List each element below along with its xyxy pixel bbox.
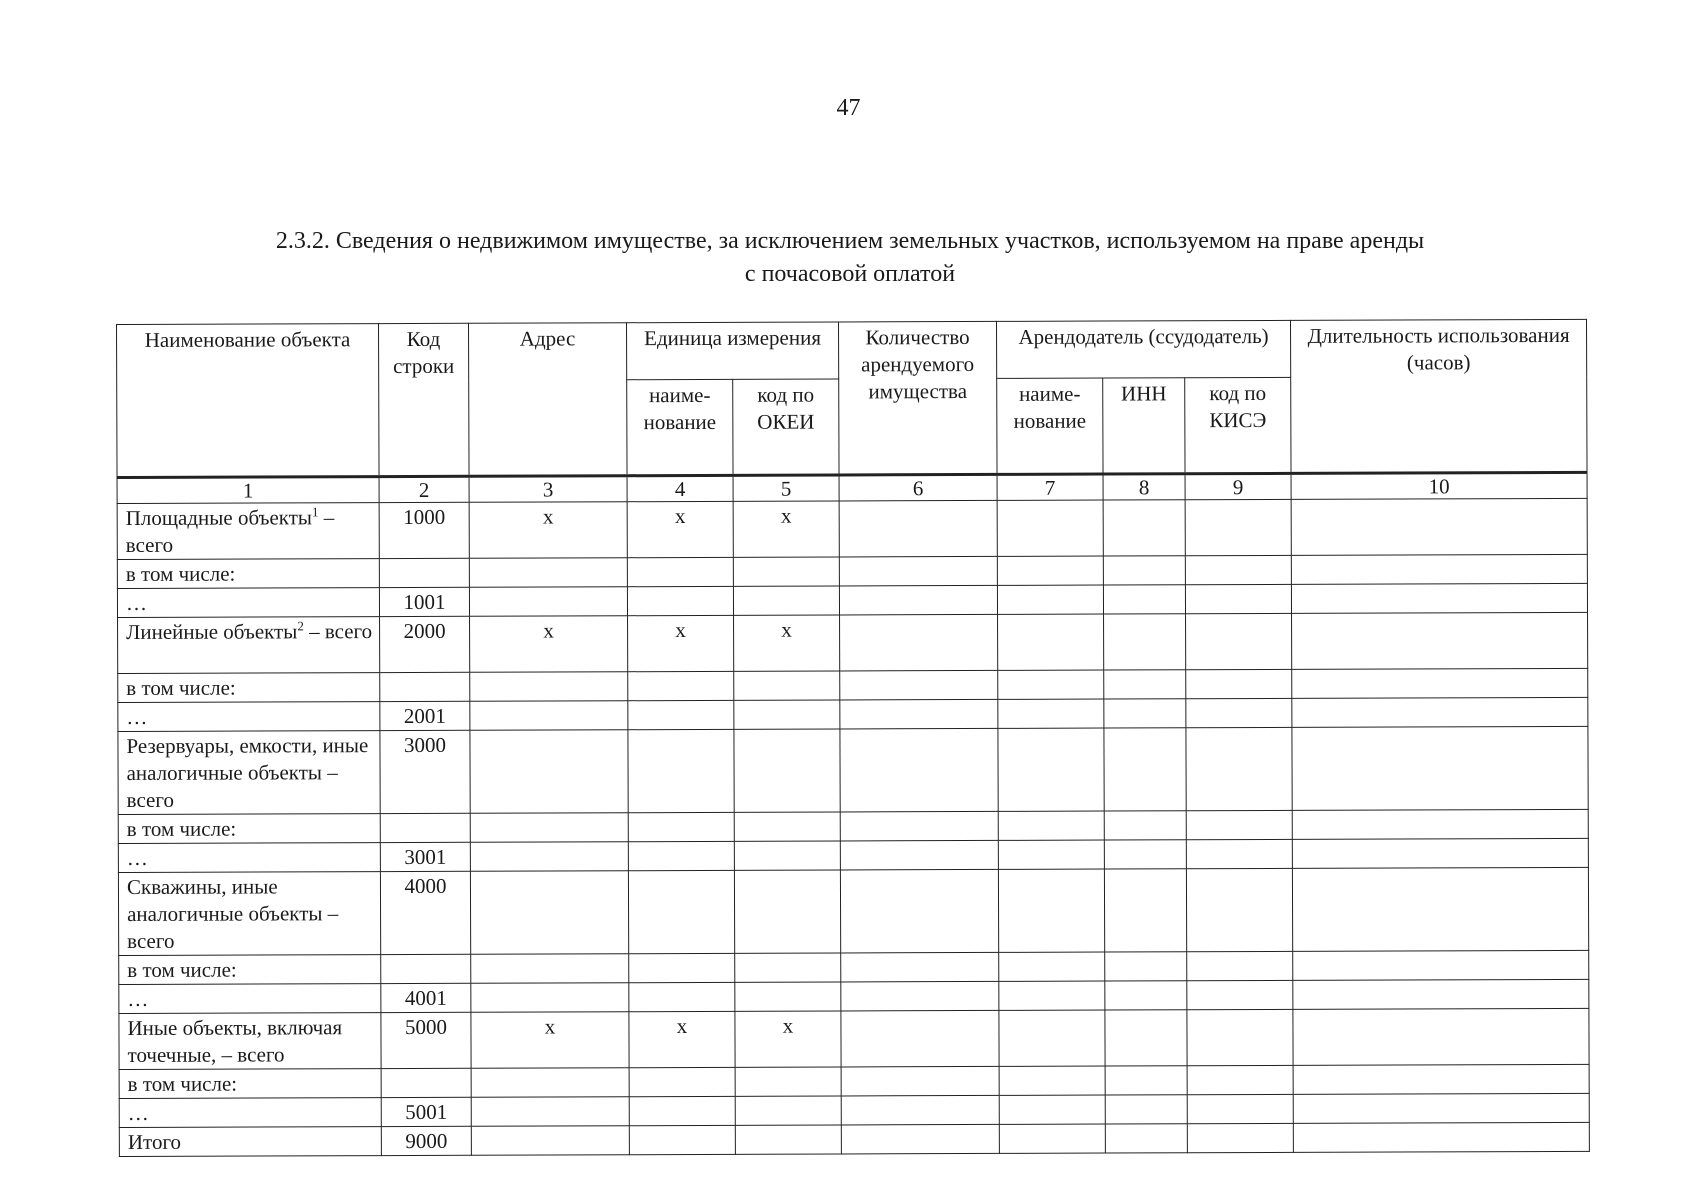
cell-unit-name	[628, 841, 734, 870]
table-row	[119, 1122, 1589, 1156]
column-number: 10	[1291, 472, 1587, 499]
cell-unit-name	[628, 870, 734, 953]
header-lessor-group: Арендодатель (ссудодатель)	[996, 320, 1290, 378]
cell-lessor-name	[999, 1124, 1105, 1153]
header-address: Адрес	[468, 323, 627, 477]
header-unit-okei: код по ОКЕИ	[733, 379, 839, 475]
cell-unit-name	[629, 1096, 735, 1125]
cell-lessor-name	[999, 1010, 1105, 1066]
cell-unit-okei: x	[733, 501, 839, 557]
row-name-cell	[118, 673, 380, 703]
cell-quantity	[840, 670, 998, 700]
footnote-marker: 2	[297, 618, 304, 634]
cell-duration	[1292, 726, 1588, 810]
cell-unit-okei	[734, 671, 840, 700]
row-name-cell	[118, 617, 380, 674]
cell-unit-name: x	[628, 615, 734, 671]
cell-unit-okei	[735, 953, 841, 982]
cell-lessor-inn	[1104, 869, 1186, 952]
section-title-line-2: с почасовой оплатой	[744, 261, 956, 287]
row-name: в том числе:	[126, 816, 237, 841]
row-name: Площадные объекты	[125, 505, 313, 530]
cell-lessor-name	[997, 585, 1103, 614]
table-row	[119, 1008, 1589, 1069]
cell-address: x	[470, 616, 628, 673]
cell-duration	[1292, 697, 1588, 727]
cell-lessor-name	[999, 1095, 1105, 1124]
cell-duration	[1291, 498, 1587, 555]
row-name-cell	[118, 843, 380, 873]
cell-lessor-name	[998, 811, 1104, 840]
row-code	[379, 558, 469, 587]
cell-unit-okei	[735, 1096, 841, 1125]
cell-address	[471, 1126, 629, 1156]
row-name: Скважины, иные аналогичные объекты – всего	[126, 874, 339, 953]
cell-lessor-inn	[1104, 614, 1186, 670]
cell-address	[471, 1097, 629, 1127]
cell-lessor-inn	[1104, 670, 1186, 699]
cell-quantity	[840, 811, 998, 841]
row-name-cell	[119, 1098, 381, 1128]
cell-lessor-name	[998, 869, 1104, 952]
column-number: 9	[1185, 473, 1291, 499]
cell-quantity	[840, 869, 998, 953]
column-number: 2	[379, 476, 469, 502]
cell-unit-name	[627, 557, 733, 586]
cell-address	[470, 701, 628, 731]
row-name-cell	[119, 984, 381, 1014]
cell-lessor-kise	[1187, 1009, 1293, 1065]
header-name: Наименование объекта	[117, 324, 380, 478]
cell-quantity	[839, 556, 997, 586]
cell-unit-okei: x	[735, 1011, 841, 1067]
cell-unit-name	[628, 812, 734, 841]
cell-lessor-inn	[1105, 1066, 1187, 1095]
cell-unit-okei	[734, 870, 840, 953]
row-name: в том числе:	[127, 957, 237, 982]
row-name-cell	[119, 1069, 381, 1099]
cell-duration	[1291, 583, 1587, 613]
header-unit-name: наиме- нование	[627, 379, 733, 475]
cell-duration	[1291, 554, 1587, 584]
cell-duration	[1293, 1064, 1589, 1094]
cell-quantity	[840, 699, 998, 729]
row-name-cell	[118, 731, 380, 815]
cell-unit-name: x	[629, 1011, 735, 1067]
column-number: 3	[469, 476, 627, 503]
cell-lessor-name	[999, 1066, 1105, 1095]
cell-lessor-kise	[1186, 810, 1292, 839]
row-name-suffix: – всего	[303, 619, 373, 644]
row-name-cell	[118, 814, 380, 844]
cell-lessor-inn	[1105, 981, 1187, 1010]
cell-lessor-inn	[1105, 1095, 1187, 1124]
row-code: 5000	[381, 1012, 471, 1068]
column-number: 1	[117, 477, 379, 504]
cell-unit-okei	[733, 557, 839, 586]
row-code: 1000	[379, 502, 469, 558]
header-duration: Длительность использования (часов)	[1291, 319, 1588, 473]
cell-lessor-name	[998, 728, 1104, 811]
cell-lessor-inn	[1104, 728, 1186, 811]
cell-lessor-name	[998, 840, 1104, 869]
cell-lessor-inn	[1105, 952, 1187, 981]
cell-lessor-name	[998, 614, 1104, 670]
row-code: 9000	[381, 1126, 471, 1155]
cell-unit-okei	[734, 700, 840, 729]
cell-lessor-kise	[1186, 868, 1292, 951]
cell-unit-okei	[734, 812, 840, 841]
column-number: 4	[627, 475, 733, 501]
row-code: 4001	[381, 983, 471, 1012]
row-name: …	[126, 704, 148, 729]
cell-duration	[1292, 612, 1588, 669]
cell-lessor-kise	[1186, 698, 1292, 727]
cell-duration	[1293, 979, 1589, 1009]
cell-lessor-name	[999, 981, 1105, 1010]
cell-lessor-kise	[1185, 584, 1291, 613]
cell-address: x	[469, 502, 627, 559]
row-name: …	[126, 845, 148, 870]
row-code: 5001	[381, 1097, 471, 1126]
cell-unit-name	[629, 982, 735, 1011]
header-lessor-name: наиме- нование	[997, 378, 1103, 474]
row-name: …	[125, 590, 148, 615]
row-name: …	[127, 986, 149, 1011]
row-code: 1001	[379, 587, 469, 616]
row-code	[381, 1068, 471, 1097]
cell-lessor-kise	[1185, 499, 1291, 555]
cell-lessor-kise	[1186, 613, 1292, 669]
cell-lessor-inn	[1104, 840, 1186, 869]
row-name-cell	[119, 1127, 381, 1157]
footnote-marker: 1	[311, 504, 319, 520]
cell-lessor-name	[997, 556, 1103, 585]
cell-address	[470, 813, 628, 843]
cell-lessor-kise	[1187, 980, 1293, 1009]
row-code: 2000	[380, 616, 470, 672]
cell-duration	[1293, 1093, 1589, 1123]
cell-duration	[1293, 1008, 1589, 1065]
cell-quantity	[841, 1124, 999, 1154]
row-code: 4000	[380, 871, 470, 954]
cell-duration	[1292, 867, 1588, 951]
cell-address	[471, 954, 629, 984]
row-name: Иные объекты, включая точечные, – всего	[127, 1015, 343, 1067]
column-number: 5	[733, 475, 839, 501]
row-name: Резервуары, емкости, иные аналогичные объекты – всего	[126, 733, 369, 812]
cell-lessor-inn	[1103, 500, 1185, 556]
cell-duration	[1292, 838, 1588, 868]
cell-unit-okei: x	[734, 615, 840, 671]
cell-quantity	[840, 840, 998, 870]
cell-address	[470, 730, 628, 814]
cell-unit-name	[628, 671, 734, 700]
cell-unit-name	[629, 1125, 735, 1154]
row-code: 2001	[380, 701, 470, 730]
cell-address	[469, 587, 627, 617]
cell-address	[471, 1068, 629, 1098]
cell-unit-okei	[734, 729, 840, 812]
cell-lessor-kise	[1185, 555, 1291, 584]
section-title	[120, 225, 1580, 291]
cell-quantity	[840, 614, 998, 671]
cell-unit-okei	[735, 982, 841, 1011]
row-name: в том числе:	[127, 1071, 238, 1096]
cell-address	[470, 871, 628, 955]
cell-quantity	[839, 585, 997, 615]
real-estate-rental-table-wrapper	[116, 319, 1589, 1157]
row-name: …	[127, 1100, 149, 1125]
cell-unit-okei	[734, 841, 840, 870]
row-name: в том числе:	[125, 561, 236, 586]
cell-lessor-kise	[1186, 839, 1292, 868]
row-name-cell	[118, 872, 380, 956]
cell-duration	[1293, 1122, 1589, 1152]
cell-quantity	[841, 952, 999, 982]
section-title-line-1: 2.3.2. Сведения о недвижимом имуществе, за исключением земельных участков, используемом на праве аренды	[275, 228, 1425, 254]
header-lessor-kise: код по КИСЭ	[1185, 377, 1291, 473]
cell-lessor-kise	[1187, 1094, 1293, 1123]
table-body	[117, 498, 1589, 1156]
cell-lessor-inn	[1105, 1124, 1187, 1153]
cell-address	[470, 842, 628, 872]
row-name-cell	[117, 503, 379, 560]
cell-unit-okei	[735, 1067, 841, 1096]
column-number: 6	[839, 474, 997, 501]
cell-unit-okei	[735, 1125, 841, 1154]
row-code	[380, 813, 470, 842]
cell-address	[471, 983, 629, 1013]
table-row	[118, 867, 1588, 955]
cell-unit-name: x	[627, 501, 733, 557]
row-name-cell	[117, 588, 379, 618]
cell-unit-okei	[733, 586, 839, 615]
cell-address	[469, 558, 627, 588]
cell-lessor-kise	[1187, 951, 1293, 980]
row-code: 3000	[380, 730, 470, 813]
cell-lessor-inn	[1104, 699, 1186, 728]
row-name-cell	[119, 1013, 381, 1070]
cell-lessor-kise	[1186, 669, 1292, 698]
column-number: 7	[997, 474, 1103, 500]
page-number: 47	[836, 95, 861, 121]
row-name: Линейные объекты	[126, 619, 298, 644]
cell-lessor-name	[999, 952, 1105, 981]
row-code	[380, 672, 470, 701]
table-row	[118, 726, 1588, 814]
cell-quantity	[841, 1066, 999, 1096]
cell-duration	[1292, 668, 1588, 698]
header-unit-group: Единица измерения	[626, 322, 838, 380]
cell-lessor-kise	[1187, 1065, 1293, 1094]
cell-unit-name	[628, 729, 734, 812]
cell-quantity	[840, 728, 998, 812]
row-name-cell	[119, 955, 381, 985]
cell-quantity	[841, 1010, 999, 1067]
cell-lessor-name	[998, 699, 1104, 728]
header-code: Код строки	[379, 323, 470, 476]
row-name-cell	[117, 559, 379, 589]
cell-lessor-kise	[1186, 727, 1292, 810]
row-name: в том числе:	[126, 675, 236, 700]
row-name: Итого	[127, 1129, 182, 1154]
column-number: 8	[1103, 474, 1185, 500]
cell-quantity	[841, 1095, 999, 1125]
cell-lessor-name	[998, 670, 1104, 699]
row-name-suffix: – всего	[125, 505, 335, 557]
real-estate-rental-table	[116, 319, 1590, 1157]
cell-address: x	[471, 1012, 629, 1069]
cell-unit-name	[628, 700, 734, 729]
cell-unit-name	[627, 586, 733, 615]
cell-lessor-inn	[1104, 811, 1186, 840]
cell-unit-name	[629, 953, 735, 982]
cell-quantity	[839, 500, 997, 557]
table-row	[118, 612, 1588, 673]
header-lessor-inn: ИНН	[1103, 378, 1185, 474]
cell-lessor-inn	[1103, 585, 1185, 614]
row-code: 3001	[380, 842, 470, 871]
table-row	[117, 498, 1587, 559]
header-quantity: Количество арендуемого имущества	[838, 321, 997, 475]
cell-quantity	[841, 981, 999, 1011]
cell-lessor-inn	[1103, 556, 1185, 585]
row-name-cell	[118, 702, 380, 732]
row-code	[381, 954, 471, 983]
cell-duration	[1292, 809, 1588, 839]
cell-lessor-inn	[1105, 1010, 1187, 1066]
cell-address	[470, 672, 628, 702]
cell-duration	[1293, 950, 1589, 980]
cell-unit-name	[629, 1067, 735, 1096]
cell-lessor-name	[997, 500, 1103, 556]
cell-lessor-kise	[1187, 1123, 1293, 1152]
